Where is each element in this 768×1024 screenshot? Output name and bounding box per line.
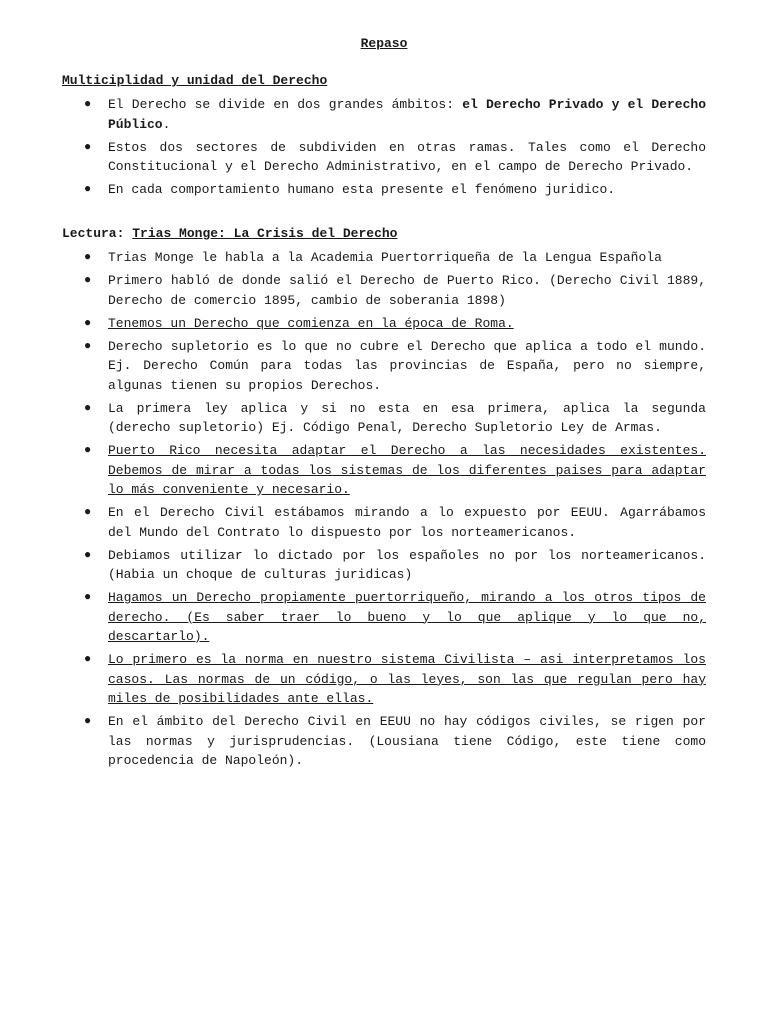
- bullet-icon: ●: [84, 505, 92, 519]
- list-item-text: La primera ley aplica y si no esta en esa primera, aplica la segunda (derecho supletorio) Ej. Código Penal, Derecho Supletorio Ley de Armas.: [108, 400, 706, 435]
- bullet-icon: ●: [84, 97, 92, 111]
- bullet-icon: ●: [84, 250, 92, 264]
- list-item-underlined-text: Lo primero es la norma en nuestro sistema Civilista – asi interpretamos los casos. Las normas de un código, o las leyes, son las que regulan pero hay miles de posibilidades ante ellas.: [108, 652, 706, 706]
- list-item-text: El Derecho se divide en dos grandes ámbitos:: [108, 97, 463, 112]
- list-item: [62, 650, 706, 709]
- list-item: [62, 712, 706, 771]
- list-item-underlined-text: Tenemos un Derecho que comienza en la época de Roma.: [108, 315, 514, 331]
- lectura-label: Lectura:: [62, 226, 125, 241]
- lectura-title: Trias Monge: La Crisis del Derecho: [132, 226, 398, 241]
- bullet-icon: ●: [84, 182, 92, 196]
- list-item-text: Derecho supletorio es lo que no cubre el Derecho que aplica a todo el mundo. Ej. Derecho Común para todas las provincias de España, pero no siempre, algunas tienen su propios Derechos.: [108, 338, 706, 393]
- bullet-icon: ●: [84, 400, 92, 415]
- bullet-icon: ●: [84, 652, 92, 666]
- section-heading-multiplicidad: Multiciplidad y unidad del Derecho: [62, 73, 328, 88]
- section1-bullet-list: [62, 95, 706, 200]
- list-item-underlined-text: Puerto Rico necesita adaptar el Derecho a las necesidades existentes. Debemos de mirar a todas los sistemas de los diferentes paises para adaptar lo más conveniente y necesario.: [108, 443, 706, 497]
- bullet-icon: ●: [84, 547, 92, 562]
- list-item: [62, 248, 706, 268]
- list-item-text: .: [162, 116, 171, 132]
- document-title: Repaso: [360, 36, 408, 51]
- list-item-text: En el ámbito del Derecho Civil en EEUU no hay códigos civiles, se rigen por las normas y jurisprudencias. (Lousiana tiene Código, este tiene como procedencia de Napoleón).: [108, 714, 706, 768]
- list-item-underlined-text: Hagamos un Derecho propiamente puertorriqueño, mirando a los otros tipos de derecho. (Es saber traer lo bueno y lo que aplique y lo que no, descartarlo).: [108, 590, 706, 644]
- bullet-icon: ●: [84, 338, 92, 353]
- bullet-icon: ●: [84, 273, 92, 287]
- list-item: [62, 503, 706, 542]
- list-item-text: Trias Monge le habla a la Academia Puertorriqueña de la Lengua Española: [108, 250, 662, 265]
- list-item-text: Debiamos utilizar lo dictado por los españoles no por los norteamericanos. (Habia un choque de culturas juridicas): [108, 547, 706, 582]
- list-item-text: Primero habló de donde salió el Derecho de Puerto Rico. (Derecho Civil 1889, Derecho de comercio 1895, cambio de soberania 1898): [108, 273, 706, 308]
- list-item: [62, 138, 706, 177]
- bullet-icon: ●: [84, 139, 92, 154]
- list-item-bold-text: el Derecho Privado y el Derecho Público: [108, 97, 707, 132]
- bullet-icon: ●: [84, 443, 92, 457]
- list-item: [62, 337, 706, 396]
- list-item: [62, 546, 706, 585]
- list-item: [62, 441, 706, 500]
- list-item: [62, 314, 706, 334]
- list-item-text: En el Derecho Civil estábamos mirando a lo expuesto por EEUU. Agarrábamos del Mundo del Contrato lo dispuesto por los norteamericanos.: [108, 505, 706, 540]
- list-item: [62, 271, 706, 310]
- bullet-icon: ●: [84, 315, 92, 330]
- bullet-icon: ●: [84, 590, 92, 604]
- list-item-text: Estos dos sectores de subdividen en otras ramas. Tales como el Derecho Constitucional y el Derecho Administrativo, en el campo de Derecho Privado.: [108, 139, 706, 174]
- section2-bullet-list: [62, 248, 706, 771]
- list-item: [62, 180, 706, 200]
- list-item: [62, 95, 706, 134]
- list-item-text: En cada comportamiento humano esta presente el fenómeno juridico.: [108, 182, 616, 197]
- bullet-icon: ●: [84, 714, 92, 728]
- section-heading-lectura: [62, 224, 706, 244]
- list-item: [62, 588, 706, 647]
- list-item: [62, 399, 706, 438]
